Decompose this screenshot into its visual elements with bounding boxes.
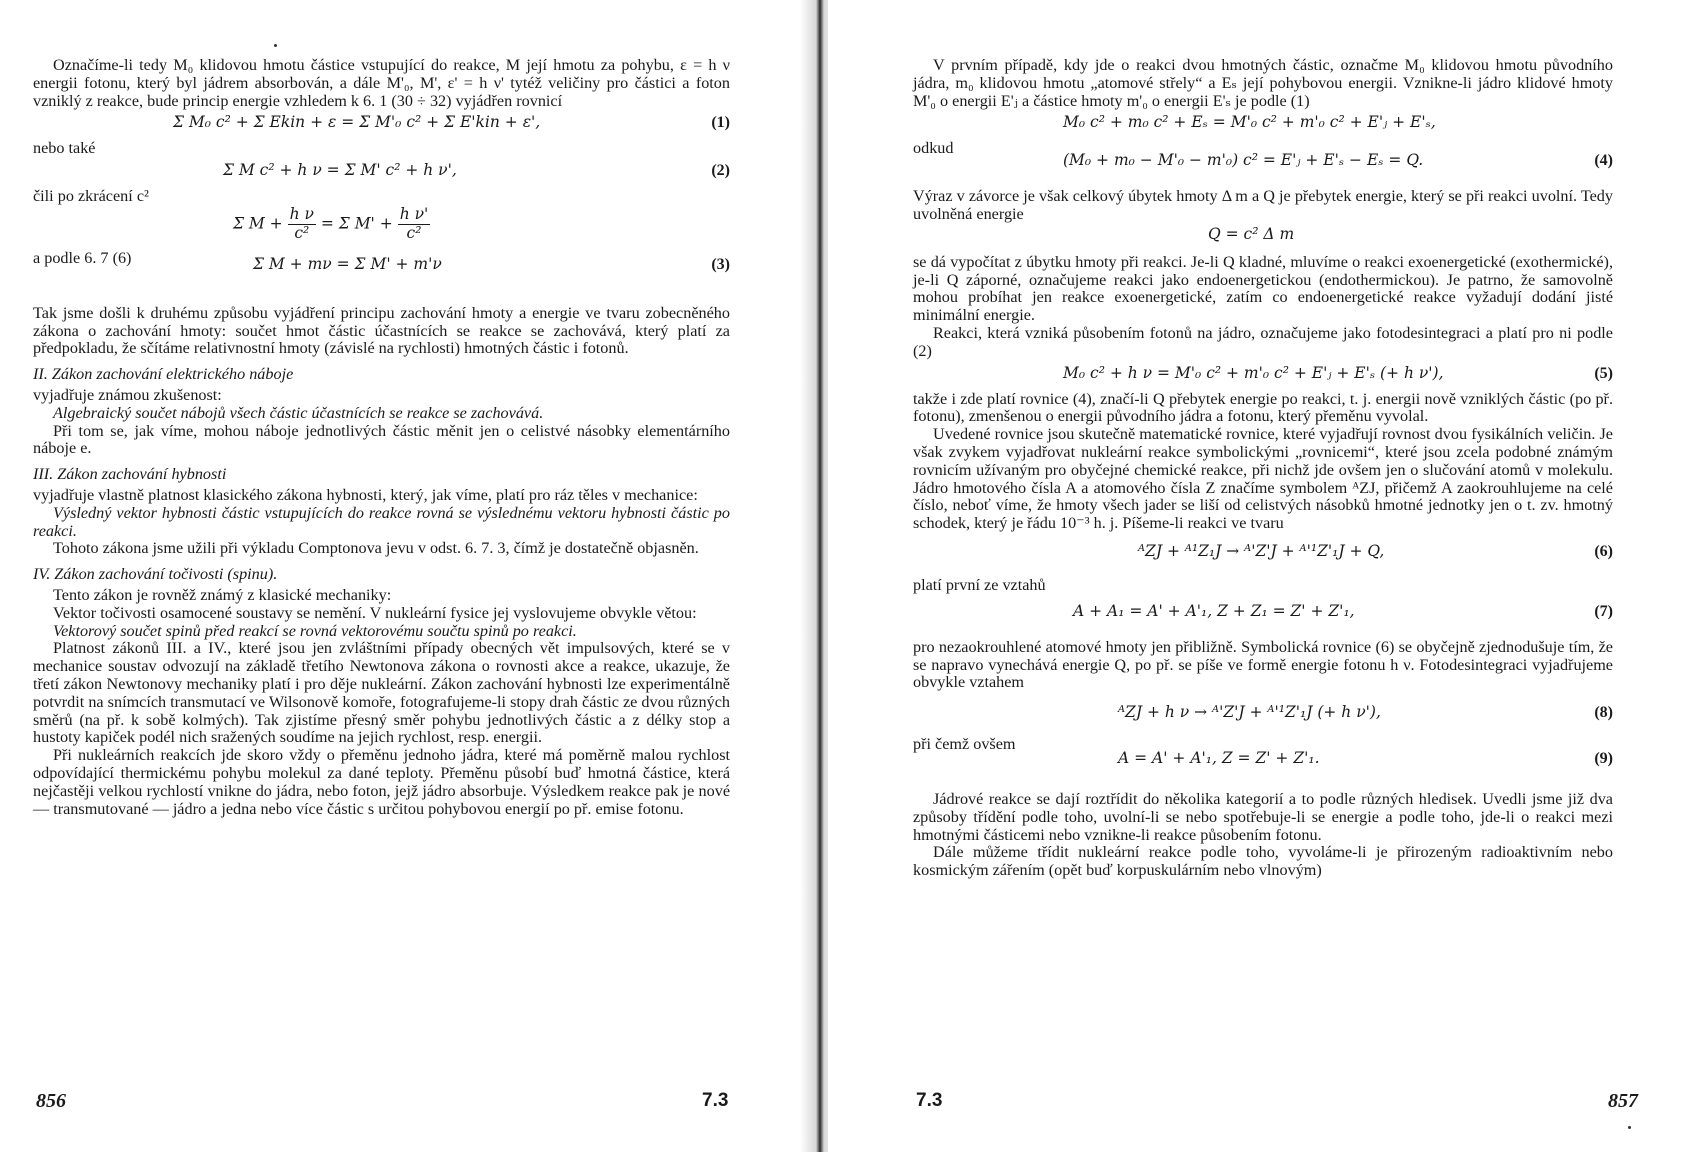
heading-spin: IV. Zákon zachování točivosti (spinu). — [33, 565, 278, 584]
equation-q: Q = c² Δ m — [1208, 224, 1295, 243]
paragraph-exo: se dá vypočítat z úbytku hmoty při reakci. Je-li Q kladné, mluvíme o reakci exoenergetické (exothermické), je-li Q záporné, označujeme reakci jako endoenergetickou (endothermickou). Je patrno, že samovolně mohou probíhat jen reakce exoenergetické, zatím co endoenergetické reakce vyžadují dodání jisté minimální energie. — [913, 252, 1613, 325]
right-page — [828, 0, 1683, 1152]
equation-a: M₀ c² + m₀ c² + Eₛ = M'₀ c² + m'₀ c² + E'ⱼ + E'ₛ, — [1063, 113, 1436, 132]
equation-6-number: (6) — [1594, 542, 1613, 560]
fraction-1 — [288, 206, 316, 243]
equation-6: ᴬZJ + ᴬ¹Z₁J → ᴬ'Z'J + ᴬ'¹Z'₁J + Q, — [1138, 541, 1385, 560]
equation-9-number: (9) — [1594, 749, 1613, 767]
left-page-content — [33, 57, 730, 818]
equation-2-number: (2) — [711, 162, 730, 180]
paragraph-validity: Platnost zákonů III. a IV., které jsou jen zvláštními případy obecných vět impulsových, které se v mechanice soustav odvozují na základě třetího Newtonova zákona o rovnosti akce a reakce, ukazuje, že třetí zákon Newtonovy mechaniky platí i pro děje nukleární. Zákon zachování hybnosti lze experimentálně potvrdit na snímcích transmutací ve Wilsonově komoře, fotografujeme-li stopy drah částic ze dvou různých směrů (na př. k sobě kolmých). Tak zjistíme přesný směr pohybu jednotlivých částic a z délky stop a hustoty kapiček podél nich sražených soudíme na jejich rychlost, resp. energii. — [33, 639, 730, 747]
paragraph-takze: takže i zde platí rovnice (4), značí-li Q přebytek energie po reakci, t. j. energii nově vzniklých částic (po př. fotonu), zmenšenou o energii původního jádra a fotonu, který přeměnu vyvolal. — [913, 389, 1613, 426]
fraction-lhs: Σ M + — [233, 214, 283, 233]
paragraph-summary: Tak jsme došli k druhému způsobu vyjádření principu zachování hmoty a energie ve tvaru zobecněného zákona o zachování hmoty: součet hmot částic účastnících se reakce se zachovává, který platí za předpokladu, že sčítáme relativnostní hmoty (závislé na rychlosti) hmotných částic i fotonů. — [33, 303, 730, 358]
equation-8: ᴬZJ + h ν → ᴬ'Z'J + ᴬ'¹Z'₁J (+ h ν'), — [1118, 703, 1381, 722]
paragraph-momentum-intro: vyjadřuje vlastně platnost klasického zákona hybnosti, který, jak víme, platí pro ráz těles v mechanice: — [33, 485, 698, 504]
heading-charge: II. Zákon zachování elektrického náboje — [33, 365, 294, 384]
label-pricemz: při čemž ovšem — [913, 735, 1016, 754]
equation-8-number: (8) — [1594, 704, 1613, 722]
page-number-left: 856 — [36, 1090, 66, 1112]
paragraph-intro: Označíme-li tedy M₀ klidovou hmotu částice vstupující do reakce, M její hmotu za pohybu, ε = h ν energii fotonu, který byl jádrem absorbován, a dále M'₀, M', ε' = h ν' tytéž veličiny pro částici a foton vzniklý z reakce, bude princip energie vzhledem k 6. 1 (30 ÷ 32) vyjádřen rovnicí — [33, 56, 730, 110]
equation-5: M₀ c² + h ν = M'₀ c² + m'₀ c² + E'ⱼ + E'ₛ (+ h ν'), — [1063, 363, 1444, 382]
equation-3-number: (3) — [711, 255, 730, 273]
left-page — [0, 0, 820, 1152]
section-number-left: 7.3 — [702, 1090, 729, 1111]
equation-5-number: (5) — [1594, 364, 1613, 382]
paragraph-reactions: Při nukleárních reakcích jde skoro vždy o přeměnu jednoho jádra, které má poměrně malou rychlost odpovídající thermickému pohybu molekul za dané teploty. Přeměnu působí buď hmotná částice, která nejčastěji velkou rychlostí vnikne do jádra, nebo foton, jejž jádro absorbuje. Výsledkem reakce pak je nové — transmutované — jádro a jedna nebo více částic s určitou pohybovou energií po př. emise fotonu. — [33, 746, 730, 818]
equation-7: A + A₁ = A' + A'₁, Z + Z₁ = Z' + Z'₁, — [1073, 601, 1355, 620]
label-nebo-take: nebo také — [33, 139, 96, 158]
page-number-right: 857 — [1608, 1090, 1638, 1112]
heading-momentum: III. Zákon zachování hybnosti — [33, 465, 227, 484]
paragraph-further: Dále můžeme třídit nukleární reakce podle toho, vyvoláme-li je přirozeným radioaktivním nebo kosmickým zářením (opět buď korpuskulárním nebo vlnovým) — [913, 843, 1613, 880]
law-spin: Vektorový součet spinů před reakcí se rovná vektorovému součtu spinů po reakci. — [53, 621, 577, 640]
equation-7-row — [913, 595, 1613, 639]
fraction-2-numerator: h ν' — [399, 204, 429, 223]
equation-3: Σ M + mν = Σ M' + m'ν — [253, 254, 442, 273]
equation-6-row — [913, 533, 1613, 577]
equation-1-number: (1) — [711, 114, 730, 132]
equation-7-number: (7) — [1594, 602, 1613, 620]
label-cili: čili po zkrácení c² — [33, 187, 149, 206]
paragraph-charge-note: Při tom se, jak víme, mohou náboje jednotlivých částic měnit jen o celistvé násobky elementárního náboje e. — [33, 421, 730, 458]
equation-9-row — [913, 748, 1613, 784]
paragraph-approx: pro nezaokrouhlené atomové hmoty jen přibližně. Symbolická rovnice (6) se obyčejně zjednodušuje tím, že se napravo vynechává energie Q, po př. se píše ve formě energie fotonu h ν. Fotodesintegraci vyjadřujeme obvykle vztahem — [913, 637, 1613, 692]
paragraph-first-case: V prvním případě, kdy jde o reakci dvou hmotných částic, označme M₀ klidovou hmotu původního jádra, m₀ klidovou hmotu „atomové střely“ a Eₛ její pohybovou energii. Vznikne-li jádro klidové hmoty M'₀ o energii E'ⱼ a částice hmoty m'₀ o energii E'ₛ je podle (1) — [913, 56, 1613, 110]
equation-2-row — [33, 158, 730, 188]
paragraph-momentum-note: Tohoto zákona jsme užili při výkladu Comptonova jevu v odst. 6. 7. 3, čímž je dostatečně objasněn. — [53, 539, 699, 558]
label-podle: a podle 6. 7 (6) — [33, 248, 132, 267]
fraction-1-denominator: c² — [294, 223, 310, 242]
paragraph-bracket: Výraz v závorce je však celkový úbytek hmoty Δ m a Q je přebytek energie, který se při reakci uvolní. Tedy uvolněná energie — [913, 187, 1613, 223]
equation-1-row — [33, 110, 730, 140]
equation-fraction — [233, 206, 430, 243]
law-charge: Algebraický součet nábojů všech částic účastnících se reakce se zachovává. — [53, 403, 544, 422]
fraction-2 — [398, 206, 431, 243]
fraction-2-denominator: c² — [406, 223, 422, 242]
equation-4: (M₀ + m₀ − M'₀ − m'₀) c² = E'ⱼ + E'ₛ − Eₛ = Q. — [1063, 151, 1424, 170]
equation-1: Σ M₀ c² + Σ Ekin + ε = Σ M'₀ c² + Σ E'kin + ε', — [173, 113, 541, 132]
paragraph-classify: Jádrové reakce se dají roztřídit do několika kategorií a to podle různých hledisek. Uvedli jsme již dva způsoby třídění podle toho, uvolní-li se nebo spotřebuje-li se energie a podle toho, jde-li o reakci mezi hmotnými částicemi nebo vznikne-li reakce působením fotonu. — [913, 789, 1613, 844]
section-number-right: 7.3 — [916, 1090, 943, 1111]
paragraph-photo: Reakci, která vzniká působením fotonů na jádro, označujeme jako fotodesintegraci a platí pro ni podle (2) — [913, 323, 1613, 360]
equation-q-row — [913, 224, 1613, 254]
equation-5-row — [913, 361, 1613, 391]
label-plati: platí první ze vztahů — [913, 575, 1046, 594]
equation-2: Σ M c² + h ν = Σ M' c² + h ν', — [223, 161, 457, 180]
speck — [274, 44, 277, 47]
equation-4-row — [913, 151, 1613, 188]
equation-9: A = A' + A'₁, Z = Z' + Z'₁. — [1118, 748, 1320, 767]
equation-4-number: (4) — [1594, 152, 1613, 170]
speck — [1628, 1126, 1631, 1129]
label-odkud: odkud — [913, 139, 954, 158]
paragraph-spin-intro-1: Tento zákon je rovněž známý z klasické mechaniky: — [53, 585, 392, 604]
equation-a-row — [913, 110, 1613, 140]
equation-8-row — [913, 692, 1613, 736]
fraction-mid: = Σ M' + — [320, 214, 393, 233]
paragraph-charge-intro: vyjadřuje známou zkušenost: — [33, 385, 222, 404]
paragraph-symbolic: Uvedené rovnice jsou skutečně matematické rovnice, které vyjadřují rovnost dvou fysikálních veličin. Je však zvykem vyjadřovat nukleární reakce symbolickými „rovnicemi“, které jsou zcela podobné známým rovnicím užívaným pro obyčejné chemické reakce, při nichž jde ovšem jen o slučování atomů v molekulu. Jádro hmotového čísla A a atomového čísla Z značíme symbolem ᴬZJ, přičemž A zaokrouhlujeme na celé číslo, neboť víme, že hmoty všech jader se liší od celistvých násobků hmotné jednotky jen o t. zv. hmotný schodek, který je řádu 10⁻³ h. j. Píšeme-li reakci ve tvaru — [913, 425, 1613, 533]
fraction-1-numerator: h ν — [289, 204, 314, 223]
law-momentum: Výsledný vektor hybnosti částic vstupujících do reakce rovná se výslednému vektoru hybnosti částic po reakci. — [33, 503, 730, 540]
equation-fraction-row — [33, 206, 730, 250]
paragraph-spin-intro-2: Vektor točivosti osamocené soustavy se nemění. V nukleární fysice jej vyslovujeme obvykle větou: — [53, 603, 697, 622]
right-page-content — [913, 57, 1613, 880]
